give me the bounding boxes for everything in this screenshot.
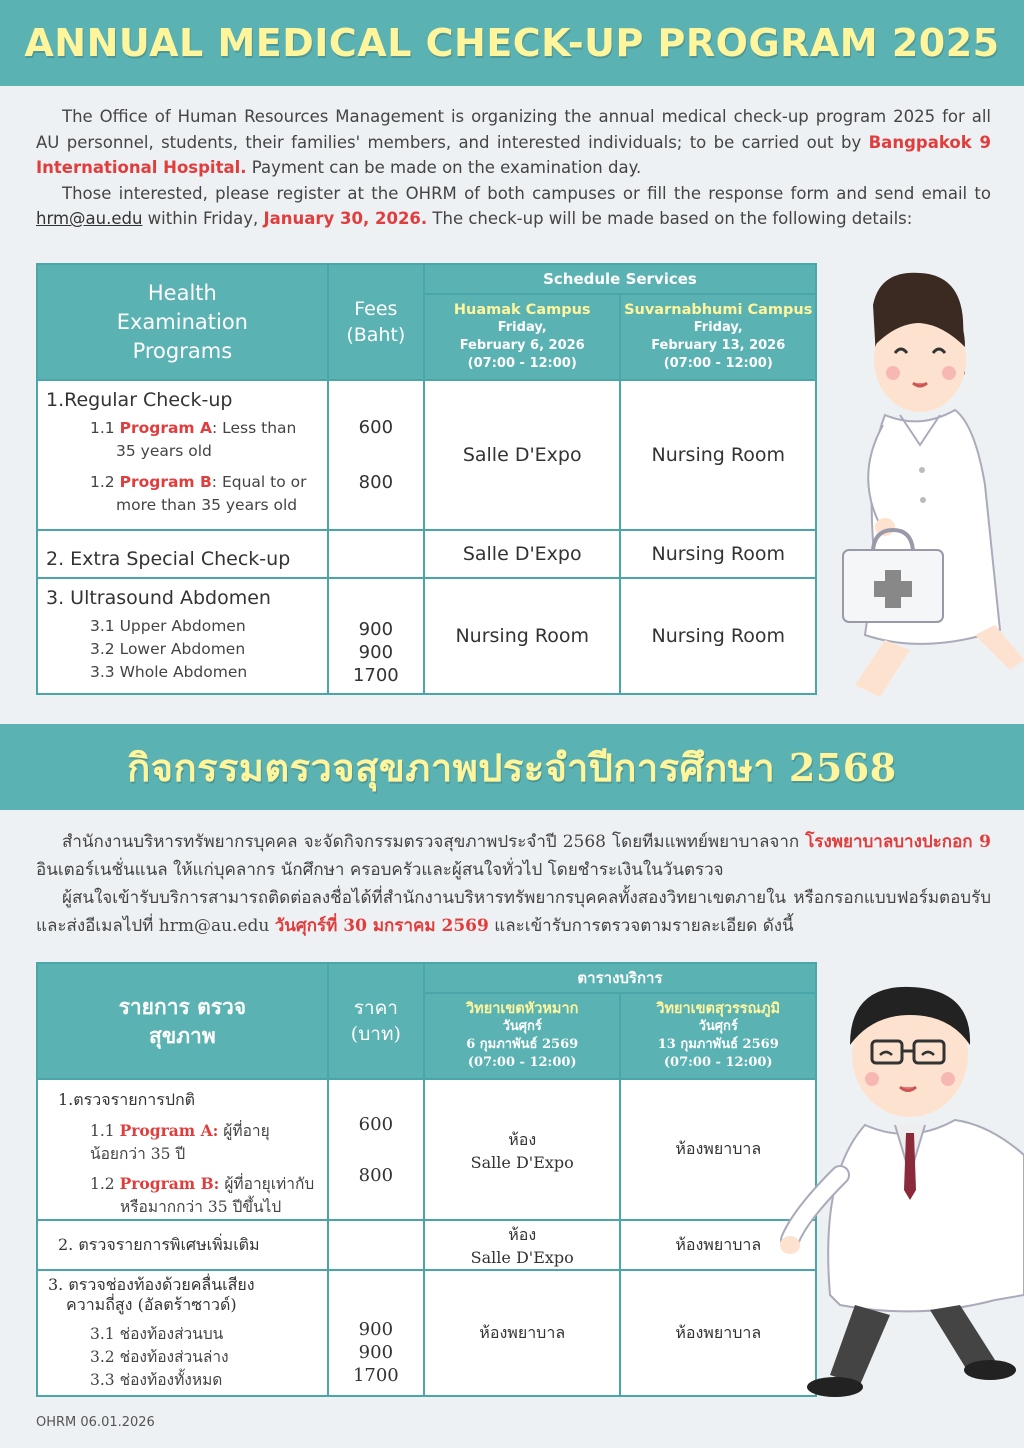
text-span: Payment can be made on the examination day. xyxy=(246,158,642,177)
location-cell: Salle D'Expo xyxy=(424,530,621,578)
text-span: ผู้ที่อายุ xyxy=(218,1122,270,1140)
header-campus-huamak xyxy=(424,294,621,380)
fee-value: 900 xyxy=(358,619,394,640)
fee-value: 1700 xyxy=(352,665,399,686)
row-title: 1.Regular Check-up xyxy=(46,389,233,411)
program-b-line xyxy=(58,1172,319,1196)
program-b-desc: หรือมากกว่า 35 ปีขึ้นไป xyxy=(120,1198,282,1216)
header-schedule: ตารางบริการ xyxy=(424,963,816,993)
text-span: : Less than xyxy=(211,419,297,437)
text-span: 1.2 xyxy=(90,473,120,491)
table-row xyxy=(37,1270,816,1396)
fee-value: 900 xyxy=(358,1342,394,1363)
fee-cell xyxy=(328,380,424,530)
campus-time: (07:00 - 12:00) xyxy=(467,356,577,371)
fee-b: 800 xyxy=(358,472,394,493)
fee-cell xyxy=(328,578,424,694)
text-span: The check-up will be made based on the following details: xyxy=(427,209,913,228)
program-b-line xyxy=(46,471,319,494)
table-row xyxy=(37,1220,816,1270)
text-span: สำนักงานบริหารทรัพยากรบุคคล จะจัดกิจกรรมตรวจสุขภาพประจำปี 2568 โดยทีมแพทย์พยาบาลจาก xyxy=(62,832,806,852)
page-title-en: ANNUAL MEDICAL CHECK-UP PROGRAM 2025 xyxy=(24,21,1000,65)
spacer xyxy=(329,438,423,472)
location-cell: ห้องพยาบาล xyxy=(620,1079,816,1220)
program-b-label: Program B xyxy=(119,473,212,491)
location-cell: Nursing Room xyxy=(620,380,816,530)
hospital-name-en: Bangpakok 9 International Hospital. xyxy=(36,132,991,177)
location-cell: Nursing Room xyxy=(620,578,816,694)
campus-name: วิทยาเขตหัวหมาก xyxy=(466,1000,579,1017)
campus-date: February 6, 2026 xyxy=(459,338,585,353)
intro-en-para2 xyxy=(36,181,991,232)
location-line: ห้อง xyxy=(508,1225,537,1244)
header-schedule: Schedule Services xyxy=(424,264,816,294)
header-campus-suvarnabhumi xyxy=(620,294,816,380)
header-fees: Fees (Baht) xyxy=(328,264,424,380)
row-ultrasound xyxy=(37,1270,328,1396)
campus-date: 6 กุมภาพันธ์ 2569 xyxy=(466,1037,579,1052)
header-programs: รายการ ตรวจสุขภาพ xyxy=(37,963,328,1079)
location-cell: ห้องพยาบาล xyxy=(424,1270,621,1396)
title-banner-en xyxy=(0,0,1024,86)
text-span: และเข้ารับการตรวจตามรายละเอียด ดังนี้ xyxy=(488,916,794,936)
email-link[interactable]: hrm@au.edu xyxy=(36,209,143,228)
sub-item: 3.3 ช่องท้องทั้งหมด xyxy=(90,1371,223,1389)
fee-cell-empty xyxy=(328,530,424,578)
text-span: 1.1 xyxy=(90,1122,120,1140)
fee-a: 600 xyxy=(358,417,394,438)
row-title: 2. Extra Special Check-up xyxy=(46,548,291,570)
campus-time: (07:00 - 12:00) xyxy=(663,1055,773,1070)
fee-value: 900 xyxy=(358,1319,394,1340)
text-span: : Equal to or xyxy=(211,473,307,491)
text-span: 1.2 xyxy=(90,1175,120,1193)
row-extra-special xyxy=(37,530,328,578)
location-line: Salle D'Expo xyxy=(470,1152,574,1172)
sub-item: 3.1 ช่องท้องส่วนบน xyxy=(90,1325,224,1343)
program-a-label: Program A xyxy=(119,419,212,437)
row-regular xyxy=(37,1079,328,1220)
program-a-line xyxy=(58,1119,319,1143)
schedule-table-en xyxy=(36,263,817,695)
program-a-desc: น้อยกว่า 35 ปี xyxy=(90,1145,186,1163)
campus-day: วันศุกร์ xyxy=(502,1019,542,1034)
page-title-th: กิจกรรมตรวจสุขภาพประจำปีการศึกษา 2568 xyxy=(127,744,897,790)
fee-cell xyxy=(328,1270,424,1396)
intro-en-para1 xyxy=(36,104,991,181)
row-extra-special xyxy=(37,1220,328,1270)
footer-code: OHRM 06.01.2026 xyxy=(36,1415,155,1430)
deadline-th: วันศุกร์ที่ 30 มกราคม 2569 xyxy=(274,916,489,936)
campus-time: (07:00 - 12:00) xyxy=(663,356,773,371)
table-row xyxy=(37,530,816,578)
intro-en xyxy=(36,104,991,232)
program-b-desc: more than 35 years old xyxy=(116,496,298,514)
row-title: ความถี่สูง (อัลตร้าซาวด์) xyxy=(66,1295,237,1314)
nurse-illustration xyxy=(825,265,1024,705)
location-line: Salle D'Expo xyxy=(470,1248,574,1267)
doctor-illustration xyxy=(780,975,1024,1415)
schedule-table-th xyxy=(36,962,817,1397)
campus-date: 13 กุมภาพันธ์ 2569 xyxy=(657,1037,779,1052)
hospital-name-th: โรงพยาบาลบางปะกอก 9 xyxy=(805,832,991,852)
row-ultrasound xyxy=(37,578,328,694)
sub-item: 3.2 ช่องท้องส่วนล่าง xyxy=(90,1348,229,1366)
intro-th xyxy=(36,828,991,940)
fee-cell xyxy=(328,1079,424,1220)
fee-b: 800 xyxy=(358,1164,394,1186)
fee-value: 900 xyxy=(358,642,394,663)
campus-day: วันศุกร์ xyxy=(698,1019,738,1034)
table-row xyxy=(37,380,816,530)
location-line: ห้อง xyxy=(508,1129,537,1149)
row-title: 1.ตรวจรายการปกติ xyxy=(58,1090,196,1109)
text-span: อินเตอร์เนชั่นแนล ให้แก่บุคลากร นักศึกษา ครอบครัวและผู้สนใจทั่วไป โดยชำระเงินในวันตรวจ xyxy=(36,860,724,880)
table-row xyxy=(37,578,816,694)
campus-day: Friday, xyxy=(693,320,743,335)
header-campus-huamak xyxy=(424,993,621,1079)
sub-item: 3.1 Upper Abdomen xyxy=(90,617,246,635)
text-span: 1.1 xyxy=(90,419,120,437)
table-row xyxy=(37,1079,816,1220)
header-programs: Health Examination Programs xyxy=(37,264,328,380)
row-regular xyxy=(37,380,328,530)
title-banner-th xyxy=(0,724,1024,810)
fee-value: 1700 xyxy=(352,1365,399,1386)
location-cell: ห้องพยาบาล xyxy=(620,1220,816,1270)
location-cell xyxy=(424,1079,621,1220)
campus-name: วิทยาเขตสุวรรณภูมิ xyxy=(656,1000,781,1017)
header-fees: ราคา (บาท) xyxy=(328,963,424,1079)
campus-name: Suvarnabhumi Campus xyxy=(624,302,813,318)
program-b-label: Program B: xyxy=(119,1174,220,1193)
text-span: ผู้สนใจเข้ารับบริการสามารถติดต่อลงชื่อได้ที่สำนักงานบริหารทรัพยากรบุคคลทั้งสองวิทยาเขตภายใน หรือกรอกแบบฟอร์มตอบรับและส่งอีเมลไปที่ hrm@au.edu xyxy=(36,888,991,936)
intro-th-para2 xyxy=(36,884,991,940)
location-cell: ห้องพยาบาล xyxy=(620,1270,816,1396)
campus-name: Huamak Campus xyxy=(453,302,591,318)
row-title: 2. ตรวจรายการพิเศษเพิ่มเติม xyxy=(58,1234,260,1254)
program-a-line xyxy=(46,417,319,440)
row-title: 3. Ultrasound Abdomen xyxy=(46,587,271,609)
sub-item: 3.2 Lower Abdomen xyxy=(90,640,246,658)
text-span: Those interested, please register at the OHRM of both campuses or fill the response form and send email to xyxy=(62,183,991,203)
fee-a: 600 xyxy=(358,1113,394,1135)
fee-cell-empty xyxy=(328,1220,424,1270)
campus-day: Friday, xyxy=(497,320,547,335)
text-span: The Office of Human Resources Management is organizing the annual medical check-up program 2025 for all AU personnel, students, their families' members, and interested individuals; to be carried out by xyxy=(36,107,991,152)
campus-time: (07:00 - 12:00) xyxy=(467,1055,577,1070)
sub-item: 3.3 Whole Abdomen xyxy=(90,663,248,681)
text-span: ผู้ที่อายุเท่ากับ xyxy=(219,1175,315,1193)
location-cell: Nursing Room xyxy=(620,530,816,578)
program-a-desc: 35 years old xyxy=(116,442,212,460)
text-span: within Friday, xyxy=(142,209,264,228)
location-cell xyxy=(424,1220,621,1270)
deadline-en: January 30, 2026. xyxy=(263,209,428,228)
spacer xyxy=(329,1135,423,1165)
campus-date: February 13, 2026 xyxy=(651,338,786,353)
intro-th-para1 xyxy=(36,828,991,884)
location-cell: Salle D'Expo xyxy=(424,380,621,530)
program-a-label: Program A: xyxy=(119,1121,219,1140)
row-title: 3. ตรวจช่องท้องด้วยคลื่นเสียง xyxy=(48,1275,255,1294)
location-cell: Nursing Room xyxy=(424,578,621,694)
